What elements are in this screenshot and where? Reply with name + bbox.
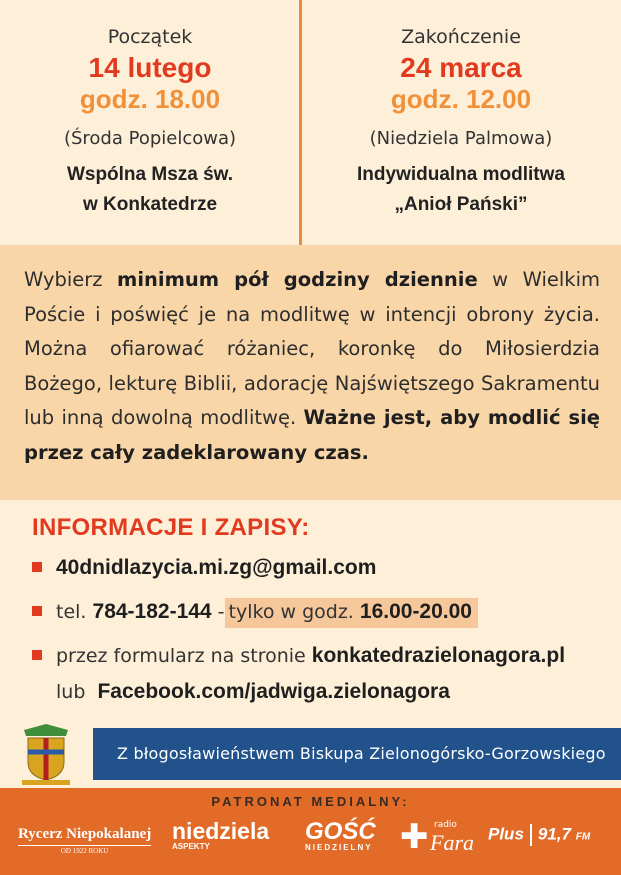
info-paragraph	[24, 263, 600, 471]
bishop-coat-of-arms-icon	[16, 724, 76, 786]
email-link[interactable]: 40dnidlazycia.mi.zg@gmail.com	[56, 556, 377, 579]
tel-prefix: tel.	[56, 601, 87, 623]
niedziela-name: niedziela	[172, 818, 270, 844]
info-bold-2: Ważne jest, aby modlić się przez cały zadeklarowany czas.	[24, 406, 600, 464]
phone-row	[32, 600, 478, 624]
cross-icon: ✚	[400, 817, 429, 857]
rycerz-sub: OD 1922 ROKU	[18, 845, 151, 855]
gosc-name: GOŚĆ	[305, 818, 376, 845]
blessing-section	[0, 718, 621, 788]
start-event-line2: w Konkatedrze	[82, 194, 218, 215]
tel-sep: -	[217, 601, 225, 623]
form-row	[32, 644, 565, 668]
tel-hours: 16.00-20.00	[359, 600, 472, 623]
info-text-1: Wybierz	[24, 268, 117, 291]
phone-number[interactable]: 784-182-144	[92, 600, 212, 623]
plus-radio-logo	[488, 824, 590, 846]
info-text-2: w Wielkim Poście i poświęć je na modlitwę w intencji obrony życia. Można ofiarować różaniec, koronkę do Miłosierdzia Bożego, lekturę Biblii, adorację Najświętszego Sakramentu lub inną dowolną modlitwę.	[24, 268, 600, 430]
plus-freq: 91,7	[537, 824, 571, 844]
facebook-link[interactable]: Facebook.com/jadwiga.zielonagora	[97, 680, 450, 703]
bullet-icon	[32, 650, 42, 660]
fara-logo	[400, 816, 474, 862]
contact-title: INFORMACJE I ZAPISY:	[32, 514, 310, 541]
niedziela-logo	[172, 818, 269, 851]
gosc-logo	[305, 818, 376, 852]
column-divider	[299, 0, 302, 245]
start-day: (Środa Popielcowa)	[63, 128, 237, 149]
logo-separator	[530, 824, 532, 846]
end-day: (Niedziela Palmowa)	[369, 128, 553, 149]
end-event-line2: „Anioł Pański”	[394, 194, 528, 215]
start-column	[0, 24, 300, 220]
end-event	[311, 160, 611, 220]
tel-hours-prefix: tylko w godz.	[228, 601, 354, 623]
website-link[interactable]: konkatedrazielonagora.pl	[311, 644, 566, 667]
start-event-line1: Wspólna Msza św.	[66, 164, 234, 185]
fb-prefix: lub	[56, 681, 86, 703]
bullet-icon	[32, 562, 42, 572]
contact-section	[0, 500, 621, 718]
end-label: Zakończenie	[401, 26, 521, 48]
start-label: Początek	[107, 26, 193, 48]
fara-radio: radio	[434, 820, 457, 830]
end-event-line1: Indywidualna modlitwa	[357, 164, 565, 185]
plus-unit: FM	[575, 831, 591, 843]
bullet-icon	[32, 606, 42, 616]
start-date: 14 lutego	[88, 52, 212, 83]
fara-name: Fara	[430, 830, 474, 855]
email-row	[32, 556, 376, 580]
rycerz-logo	[18, 826, 151, 855]
tel-hours-highlight	[225, 598, 478, 628]
rycerz-name: Rycerz Niepokalanej	[18, 826, 152, 842]
info-bold-1: minimum pół godziny dziennie	[117, 268, 478, 291]
start-time: godz. 18.00	[79, 84, 221, 114]
info-box	[0, 245, 621, 500]
niedziela-sub: ASPEKTY	[172, 842, 210, 851]
plus-name: Plus	[488, 824, 524, 844]
end-time: godz. 12.00	[390, 84, 532, 114]
dates-section	[0, 0, 621, 245]
blessing-banner: Z błogosławieństwem Biskupa Zielonogórsko-Gorzowskiego	[93, 728, 621, 780]
patron-title: PATRONAT MEDIALNY:	[211, 794, 410, 809]
gosc-sub: NIEDZIELNY	[305, 843, 373, 852]
media-patronage	[0, 788, 621, 875]
facebook-row	[56, 680, 450, 704]
start-event	[0, 160, 300, 220]
form-prefix: przez formularz na stronie	[56, 645, 306, 667]
end-column	[311, 24, 611, 220]
end-date: 24 marca	[400, 52, 522, 83]
